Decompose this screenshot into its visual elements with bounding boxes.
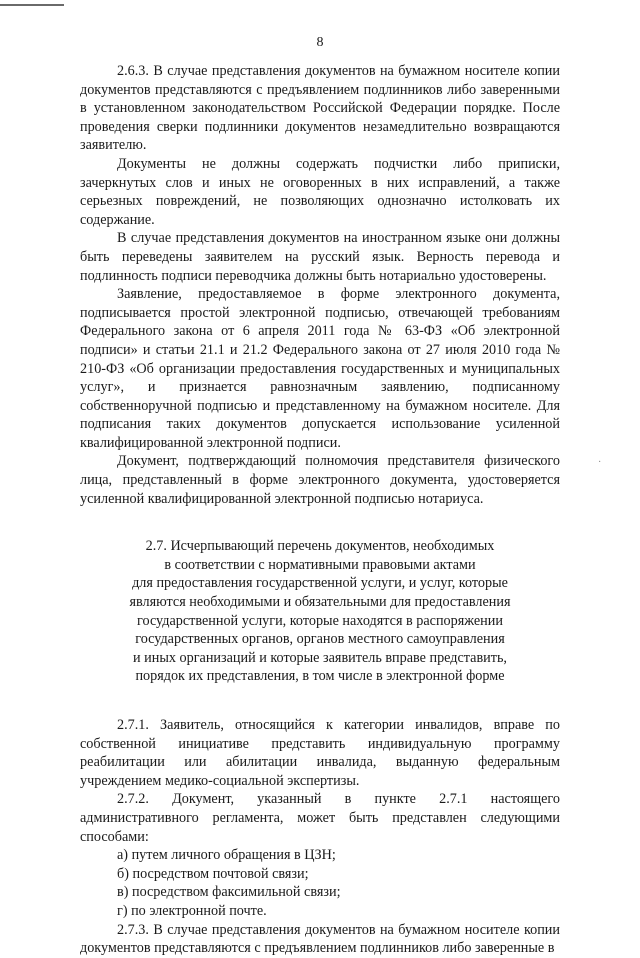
submission-methods-list: [80, 846, 560, 920]
paragraph-2-7-1: 2.7.1. Заявитель, относящийся к категории инвалидов, вправе по собственной инициативе представить индивидуальную программу реабилитации или абилитации инвалида, выданную федеральным учреждением медико-социальной экспертизы.: [80, 717, 560, 789]
list-item: г) по электронной почте.: [117, 902, 267, 919]
section-title-line: и иных организаций и которые заявитель вправе представить,: [133, 649, 507, 666]
paragraph-2-7-3: 2.7.3. В случае представления документов на бумажном носителе копии документов представляются с предъявлением подлинников либо заверенные в: [80, 921, 560, 957]
paragraph-foreign-language: В случае представления документов на иностранном языке они должны быть переведены заявителем на русский язык. Верность перевода и подлинность подписи переводчика должны быть нотариально удостоверены.: [80, 230, 560, 284]
section-title-line: в соответствии с нормативными правовыми актами: [164, 556, 476, 573]
page-number: 8: [316, 35, 324, 50]
section-title-line: государственных органов, органов местного самоуправления: [135, 631, 505, 648]
list-item: в) посредством факсимильной связи;: [117, 884, 341, 901]
section-title-line: 2.7. Исчерпывающий перечень документов, необходимых: [145, 538, 495, 555]
paragraph-2-7-2: 2.7.2. Документ, указанный в пункте 2.7.1 настоящего административного регламента, может быть представлен следующими способами:: [80, 791, 560, 845]
paragraph-electronic-signature: Заявление, предоставляемое в форме электронного документа, подписывается простой электронной подписью, отвечающей требованиям Федерального закона от 6 апреля 2011 года № 63-ФЗ «Об электронной подписи» и статьи 21.1 и 21.2 Федерального закона от 27 июля 2010 года № 210-ФЗ «Об организации предоставления государственных и муниципальных услуг», и признается равнозначным заявлению, подписанному собственноручной подписью и представленному на бумажном носителе. Для подписания таких документов допускается использование усиленной квалифицированной электронной подписи.: [80, 286, 560, 451]
scan-edge-mark: [0, 4, 64, 6]
list-item: б) посредством почтовой связи;: [117, 865, 309, 882]
section-title-line: государственной услуги, которые находятся в распоряжении: [137, 612, 503, 629]
section-title-line: для предоставления государственной услуги, и услуг, которые: [132, 575, 508, 592]
document-body: [80, 62, 560, 958]
paragraph-representative-authority: Документ, подтверждающий полномочия представителя физического лица, представленный в форме электронного документа, удостоверяется усиленной квалифицированной электронной подписью нотариуса.: [80, 453, 560, 507]
section-title-line: порядок их представления, в том числе в электронной форме: [135, 668, 505, 685]
margin-mark: ·: [598, 457, 602, 468]
list-item: а) путем личного обращения в ЦЗН;: [117, 847, 336, 864]
paragraph-2-6-3: 2.6.3. В случае представления документов на бумажном носителе копии документов представляются с предъявлением подлинников либо заверенными в установленном законодательством Российской Федерации порядке. После проведения сверки подлинники документов незамедлительно возвращаются заявителю.: [80, 63, 560, 154]
section-title-2-7: [80, 537, 560, 686]
paragraph-no-corrections: Документы не должны содержать подчистки либо приписки, зачеркнутых слов и иных не оговоренных в них исправлений, а также серьезных повреждений, не позволяющих однозначно истолковать их содержание.: [80, 155, 560, 228]
section-title-line: являются необходимыми и обязательными для предоставления: [129, 594, 511, 611]
